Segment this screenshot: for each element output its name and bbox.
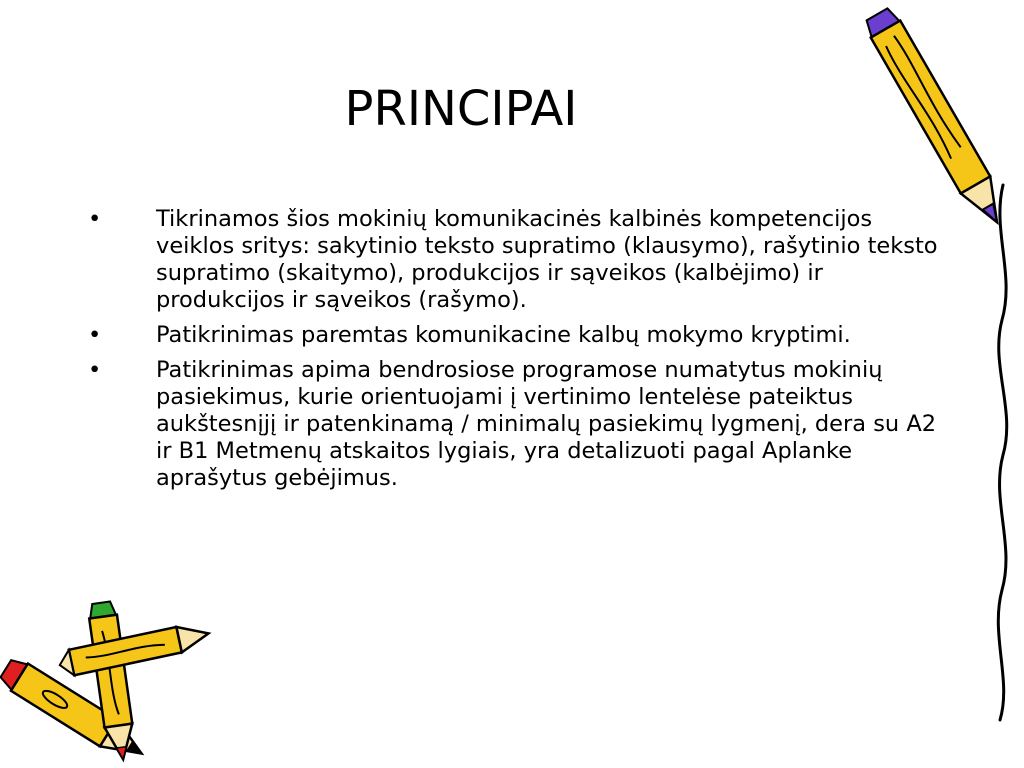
- pencil-icon: [57, 621, 211, 678]
- bullet-item: [84, 322, 944, 349]
- bullet-icon: •: [88, 357, 102, 383]
- bullet-text: Patikrinimas apima bendrosiose programose numatytus mokinių pasiekimus, kurie orientuojami į vertinimo lentelėse pateiktus aukštesnįjį ir patenkinamą / minimalų pasiekimų lygmenį, dera su A2 ir B1 Metmenų atskaitos lygiais, yra detalizuoti pagal Aplanke aprašytus gebėjimus.: [156, 357, 937, 491]
- bullet-text: Patikrinimas paremtas komunikacine kalbų mokymo kryptimi.: [156, 322, 851, 348]
- bullet-item: [84, 206, 944, 314]
- slide-title: PRINCIPAI: [344, 81, 578, 137]
- bullet-icon: •: [88, 206, 102, 232]
- bullet-item: [84, 357, 944, 492]
- wavy-line-icon: [998, 185, 1006, 720]
- bullet-icon: •: [88, 322, 102, 348]
- bullet-list: [84, 206, 944, 500]
- bullet-text: Tikrinamos šios mokinių komunikacinės kalbinės kompetencijos veiklos sritys: sakytinio teksto supratimo (klausymo), rašytinio teksto supratimo (skaitymo), produkcijos ir sąveikos (kalbėjimo) ir produkcijos ir sąveikos (rašymo).: [156, 206, 938, 313]
